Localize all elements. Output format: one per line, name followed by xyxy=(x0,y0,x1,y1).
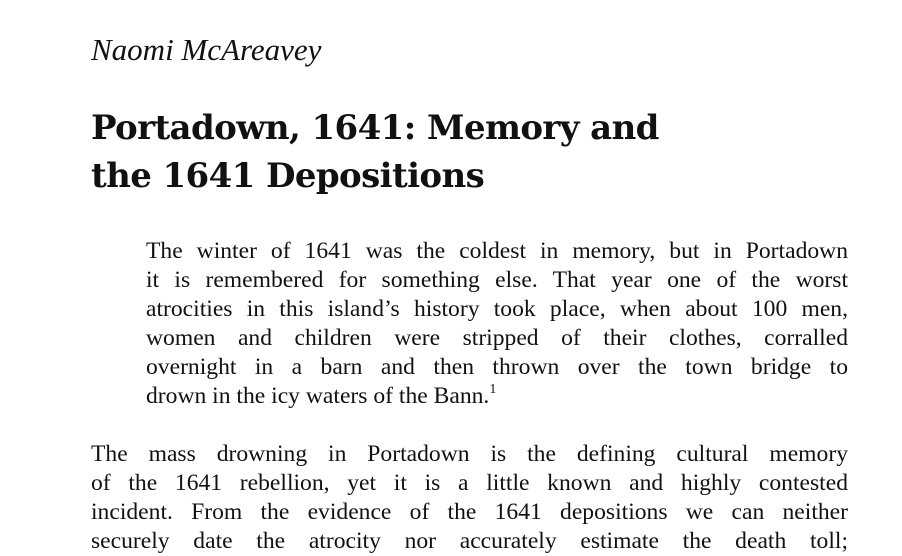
epigraph-line: The winter of 1641 was the coldest in memory, but in Portadown xyxy=(146,238,848,264)
epigraph-line: overnight in a barn and then thrown over the town bridge to xyxy=(146,354,848,380)
epigraph-line: it is remembered for something else. That year one of the worst xyxy=(146,267,848,293)
epigraph-line-text: drown in the icy waters of the Bann. xyxy=(146,383,490,409)
epigraph-last-line xyxy=(146,382,848,411)
footnote-marker[interactable]: 1 xyxy=(489,382,497,398)
article-title xyxy=(91,104,659,200)
body-line: of the 1641 rebellion, yet it is a little known and highly contested xyxy=(91,470,848,496)
body-line: securely date the atrocity nor accurately estimate the death toll; xyxy=(91,528,848,554)
body-line: incident. From the evidence of the 1641 depositions we can neither xyxy=(91,499,848,525)
title-line-1: Portadown, 1641: Memory and xyxy=(91,108,659,148)
epigraph-line: atrocities in this island’s history took place, when about 100 men, xyxy=(146,296,848,322)
epigraph-quote xyxy=(146,237,848,411)
title-line-2: the 1641 Depositions xyxy=(91,156,485,196)
body-line: The mass drowning in Portadown is the defining cultural memory xyxy=(91,441,848,467)
author-name: Naomi McAreavey xyxy=(91,32,322,67)
epigraph-line: women and children were stripped of their clothes, corralled xyxy=(146,325,848,351)
body-paragraph xyxy=(91,440,848,556)
